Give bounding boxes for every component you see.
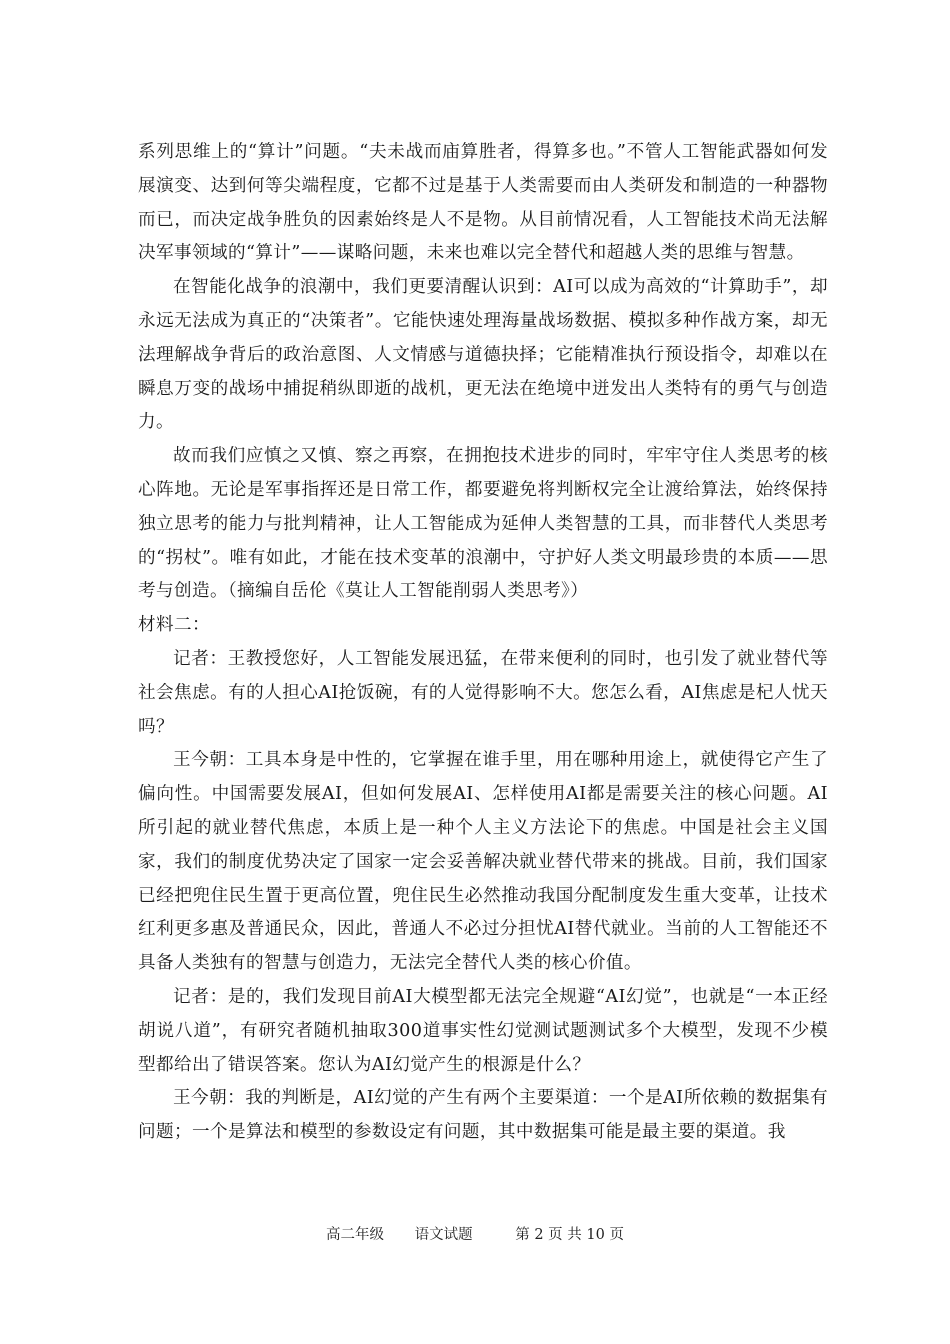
paragraph-continued: 系列思维上的“算计”问题。“夫未战而庙算胜者，得算多也。”不管人工智能武器如何发展演变、达到何等尖端程度，它都不过是基于人类需要而由人类研发和制造的一种器物而已，而决定战争胜负的因素始终是人不是物。从目前情况看，人工智能技术尚无法解决军事领域的“算计”——谋略问题，未来也难以完全替代和超越人类的思维与智慧。: [138, 142, 828, 264]
footer-page-number: 第 2 页 共 10 页: [515, 1227, 624, 1243]
footer-grade: 高二年级: [326, 1227, 385, 1243]
page-content: [138, 136, 828, 1150]
paragraph: 在智能化战争的浪潮中，我们更要清醒认识到：AI可以成为高效的“计算助手”，却永远无法成为真正的“决策者”。它能快速处理海量战场数据、模拟多种作战方案，却无法理解战争背后的政治意图、人文情感与道德抉择；它能精准执行预设指令，却难以在瞬息万变的战场中捕捉稍纵即逝的战机，更无法在绝境中迸发出人类特有的勇气与创造力。: [138, 277, 828, 433]
interview-question: 记者：王教授您好，人工智能发展迅猛，在带来便利的同时，也引发了就业替代等社会焦虑。有的人担心AI抢饭碗，有的人觉得影响不大。您怎么看，AI焦虑是杞人忧天吗？: [138, 648, 828, 737]
page-footer: [0, 1224, 950, 1246]
interview-answer: 王今朝：工具本身是中性的，它掌握在谁手里，用在哪种用途上，就使得它产生了偏向性。中国需要发展AI，但如何发展AI、怎样使用AI都是需要关注的核心问题。AI所引起的就业替代焦虑，本质上是一种个人主义方法论下的焦虑。中国是社会主义国家，我们的制度优势决定了国家一定会妥善解决就业替代带来的挑战。目前，我们国家已经把兜住民生置于更高位置，兜住民生必然推动我国分配制度发生重大变革，让技术红利更多惠及普通民众，因此，普通人不必过分担忧AI替代就业。当前的人工智能还不具备人类独有的智慧与创造力，无法完全替代人类的核心价值。: [138, 750, 828, 974]
interview-question: 记者：是的，我们发现目前AI大模型都无法完全规避“AI幻觉”，也就是“一本正经胡说八道”，有研究者随机抽取300道事实性幻觉测试题测试多个大模型，发现不少模型都给出了错误答案。您认为AI幻觉产生的根源是什么？: [138, 986, 828, 1075]
footer-subject: 语文试题: [414, 1227, 473, 1243]
section-heading: 材料二：: [138, 615, 210, 636]
interview-answer: 王今朝：我的判断是，AI幻觉的产生有两个主要渠道：一个是AI所依赖的数据集有问题；一个是算法和模型的参数设定有问题，其中数据集可能是最主要的渠道。我: [138, 1088, 828, 1143]
paragraph: 故而我们应慎之又慎、察之再察，在拥抱技术进步的同时，牢牢守住人类思考的核心阵地。无论是军事指挥还是日常工作，都要避免将判断权完全让渡给算法，始终保持独立思考的能力与批判精神，让人工智能成为延伸人类智慧的工具，而非替代人类思考的“拐杖”。唯有如此，才能在技术变革的浪潮中，守护好人类文明最珍贵的本质——思考与创造。（摘编自岳伦《莫让人工智能削弱人类思考》）: [138, 446, 828, 602]
